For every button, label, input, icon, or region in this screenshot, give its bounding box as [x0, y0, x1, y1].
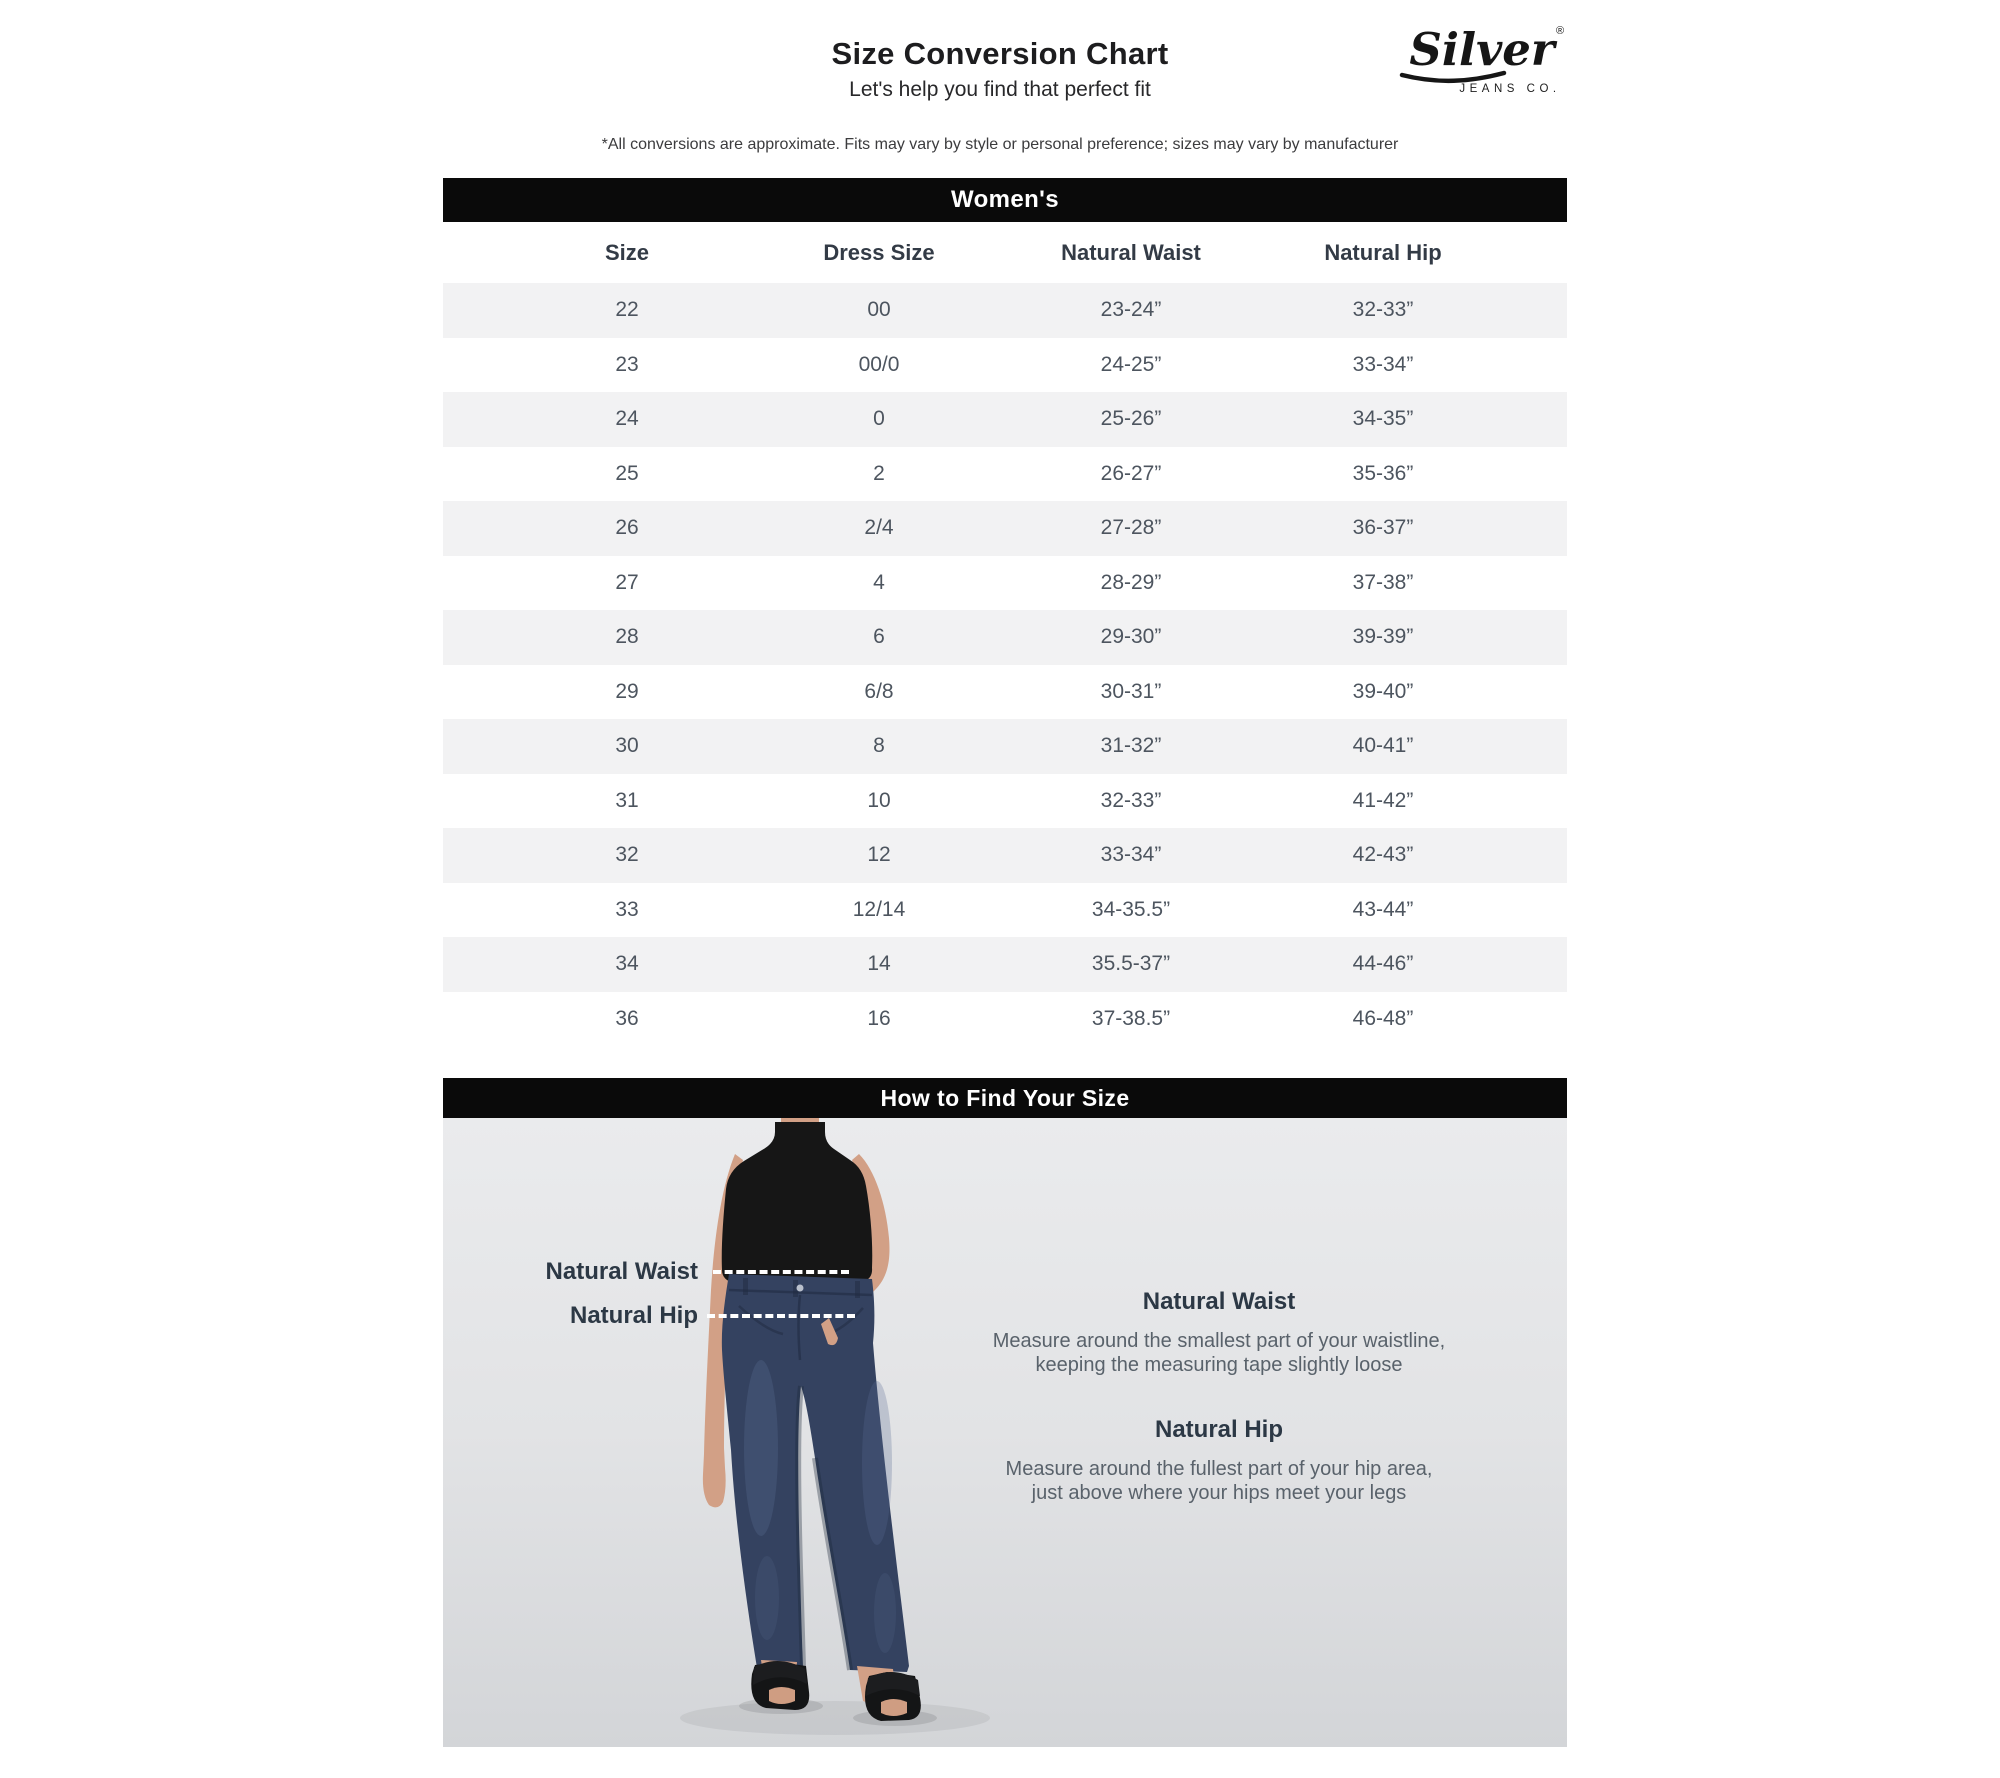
column-header: Natural Hip: [1324, 239, 1442, 265]
column-header: Dress Size: [823, 239, 935, 265]
table-row: [443, 774, 1567, 829]
table-row: [443, 665, 1567, 720]
table-cell: 35.5-37”: [1091, 952, 1171, 976]
table-cell: 10: [867, 788, 891, 812]
table-cell: 16: [867, 1006, 891, 1030]
table-cell: 40-41”: [1352, 734, 1414, 758]
table-cell: 39-40”: [1352, 679, 1414, 703]
belt-loop: [743, 1278, 748, 1295]
measurement-photo: [443, 1118, 1567, 1747]
column-header: Natural Waist: [1061, 239, 1201, 265]
table-cell: 30: [615, 734, 639, 758]
table-cell: 33: [615, 897, 639, 921]
table-cell: 30-31”: [1100, 679, 1162, 703]
page-title: Size Conversion Chart: [831, 36, 1169, 71]
table-cell: 35-36”: [1352, 461, 1414, 485]
jeans-wash-left: [744, 1360, 778, 1536]
table-cell: 2/4: [864, 516, 894, 540]
jeans-wash-right: [862, 1381, 892, 1545]
table-cell: 39-39”: [1352, 625, 1414, 649]
jeans-wash-knee-right: [874, 1573, 896, 1653]
table-cell: 31-32”: [1100, 734, 1162, 758]
waist-dashed-line: [713, 1270, 849, 1274]
table-cell: 6: [873, 625, 885, 649]
table-cell: 42-43”: [1352, 843, 1414, 867]
table-cell: 24-25”: [1100, 352, 1162, 376]
instruction-line: Measure around the smallest part of your waistline,: [992, 1330, 1446, 1352]
instruction-block: [943, 1416, 1495, 1505]
jeans-inner-shadow-left: [798, 1386, 803, 1667]
column-header: Size: [604, 239, 650, 265]
table-cell: 00/0: [858, 352, 900, 376]
table-header-row: [443, 222, 1567, 283]
table-cell: 32: [615, 843, 639, 867]
table-row: [443, 992, 1567, 1047]
table-cell: 33-34”: [1100, 843, 1162, 867]
table-row: [443, 338, 1567, 393]
table-cell: 23: [615, 352, 639, 376]
table-cell: 36-37”: [1352, 516, 1414, 540]
table-row: [443, 447, 1567, 502]
silver-jeans-logo-art: [1398, 18, 1573, 98]
table-cell: 46-48”: [1352, 1006, 1414, 1030]
belt-loop: [855, 1281, 860, 1298]
table-cell: 12/14: [852, 897, 906, 921]
table-row: [443, 556, 1567, 611]
table-cell: 34-35.5”: [1091, 897, 1171, 921]
table-cell: 37-38”: [1352, 570, 1414, 594]
table-cell: 41-42”: [1352, 788, 1414, 812]
table-cell: 26-27”: [1100, 461, 1162, 485]
hip-figure-label: Natural Hip: [569, 1302, 698, 1329]
table-cell: 23-24”: [1100, 298, 1162, 322]
silver-jeans-logo: [1398, 18, 1573, 98]
instruction-heading: Natural Waist: [1142, 1288, 1296, 1315]
table-row: [443, 610, 1567, 665]
table-cell: 12: [867, 843, 891, 867]
table-cell: 28: [615, 625, 639, 649]
table-row: [443, 828, 1567, 883]
hip-dashed-line: [707, 1314, 855, 1318]
table-cell: 00: [867, 298, 891, 322]
disclaimer-text: *All conversions are approximate. Fits may vary by style or personal preference; sizes may vary by manufacturer: [601, 136, 1399, 153]
measurement-instructions: [943, 1288, 1495, 1505]
page-subtitle: Let's help you find that perfect fit: [849, 78, 1151, 101]
left-toes: [769, 1687, 795, 1704]
table-cell: 2: [873, 461, 885, 485]
table-cell: 14: [867, 952, 891, 976]
table-cell: 27: [615, 570, 639, 594]
instruction-line: keeping the measuring tape slightly loose: [1035, 1354, 1403, 1376]
table-cell: 8: [873, 734, 885, 758]
table-cell: 4: [873, 570, 885, 594]
instruction-line: just above where your hips meet your legs: [1031, 1482, 1407, 1504]
table-cell: 25-26”: [1100, 407, 1162, 431]
jeans-button: [797, 1285, 804, 1292]
table-cell: 29: [615, 679, 639, 703]
table-cell: 37-38.5”: [1091, 1006, 1171, 1030]
table-row: [443, 937, 1567, 992]
floor-shadow: [680, 1701, 990, 1735]
table-row: [443, 392, 1567, 447]
jeans-wash-knee-left: [755, 1556, 779, 1640]
table-cell: 36: [615, 1006, 639, 1030]
table-cell: 32-33”: [1100, 788, 1162, 812]
table-row: [443, 501, 1567, 556]
instruction-block: [943, 1288, 1495, 1377]
table-cell: 31: [615, 788, 639, 812]
table-cell: 22: [615, 298, 639, 322]
waist-figure-label: Natural Waist: [545, 1258, 698, 1285]
table-row: [443, 883, 1567, 938]
figure-tank-top: [722, 1122, 873, 1291]
logo-registered-mark: ®: [1556, 25, 1565, 37]
table-row: [443, 719, 1567, 774]
table-cell: 43-44”: [1352, 897, 1414, 921]
table-cell: 44-46”: [1352, 952, 1414, 976]
womens-size-table: [443, 178, 1567, 1046]
table-cell: 27-28”: [1100, 516, 1162, 540]
womens-banner: Women's: [443, 178, 1567, 222]
table-cell: 6/8: [864, 679, 894, 703]
howto-banner: How to Find Your Size: [443, 1078, 1567, 1118]
table-cell: 25: [615, 461, 639, 485]
table-cell: 34-35”: [1352, 407, 1414, 431]
table-cell: 33-34”: [1352, 352, 1414, 376]
table-cell: 24: [615, 407, 639, 431]
table-cell: 32-33”: [1352, 298, 1414, 322]
size-table-body: [443, 283, 1567, 1046]
instruction-line: Measure around the fullest part of your hip area,: [1005, 1458, 1433, 1480]
instruction-heading: Natural Hip: [1154, 1416, 1283, 1443]
table-row: [443, 283, 1567, 338]
right-toes: [881, 1699, 907, 1716]
table-cell: 28-29”: [1100, 570, 1162, 594]
table-cell: 29-30”: [1100, 625, 1162, 649]
table-cell: 34: [615, 952, 639, 976]
logo-subtext: JEANS CO.: [1459, 83, 1561, 95]
table-cell: 0: [873, 407, 885, 431]
how-to-find-size-section: [443, 1078, 1567, 1747]
table-cell: 26: [615, 516, 639, 540]
logo-wordmark: Silver: [1409, 23, 1555, 76]
